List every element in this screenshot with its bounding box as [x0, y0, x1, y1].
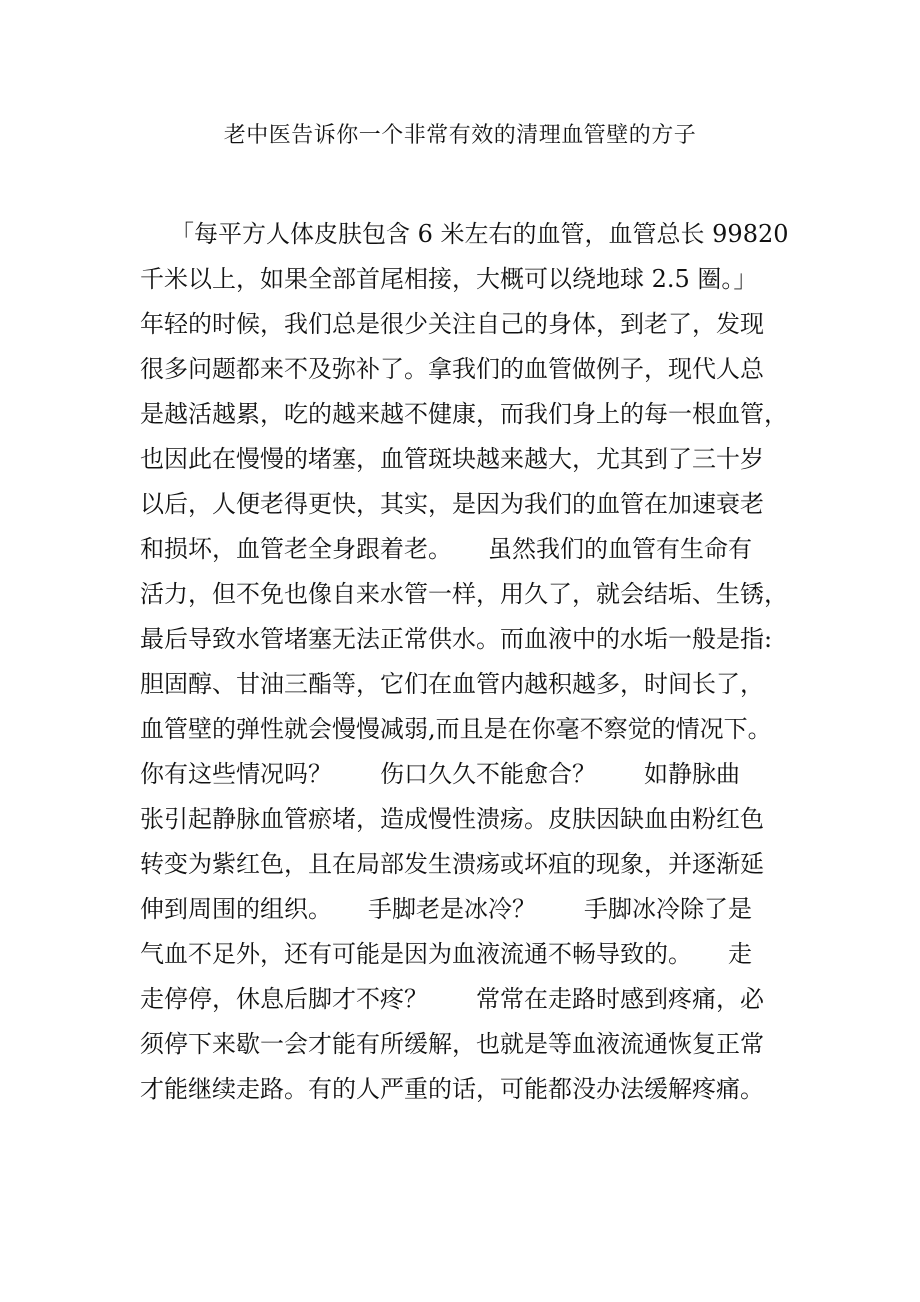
- paragraph-line: 「每平方人体皮肤包含 6 米左右的血管，血管总长 99820: [170, 220, 789, 248]
- paragraph-line: 很多问题都来不及弥补了。拿我们的血管做例子，现代人总: [140, 355, 764, 383]
- paragraph-line: 血管壁的弹性就会慢慢减弱,而且是在你毫不察觉的情况下。: [140, 715, 772, 743]
- paragraph-line: 千米以上，如果全部首尾相接，大概可以绕地球 2.5 圈。」: [140, 265, 758, 293]
- paragraph-line: 是越活越累，吃的越来越不健康，而我们身上的每一根血管，: [140, 400, 788, 428]
- document-title: 老中医告诉你一个非常有效的清理血管壁的方子: [223, 123, 697, 148]
- paragraph-line: 气血不足外，还有可能是因为血液流通不畅导致的。 走: [140, 940, 752, 968]
- paragraph-line: 伸到周围的组织。 手脚老是冰冷？ 手脚冰冷除了是: [140, 895, 752, 923]
- paragraph-line: 也因此在慢慢的堵塞，血管斑块越来越大，尤其到了三十岁: [140, 445, 764, 473]
- paragraph-line: 和损坏，血管老全身跟着老。 虽然我们的血管有生命有: [140, 535, 752, 563]
- paragraph-line: 活力，但不免也像自来水管一样，用久了，就会结垢、生锈，: [140, 580, 788, 608]
- document-body: [140, 212, 800, 1112]
- paragraph-line: 张引起静脉血管瘀堵，造成慢性溃疡。皮肤因缺血由粉红色: [140, 805, 764, 833]
- paragraph-line: 胆固醇、甘油三酯等，它们在血管内越积越多，时间长了，: [140, 670, 764, 698]
- paragraph-line: 年轻的时候，我们总是很少关注自己的身体，到老了，发现: [140, 310, 764, 338]
- paragraph-line: 最后导致水管堵塞无法正常供水。而血液中的水垢一般是指:: [140, 625, 773, 653]
- paragraph-line: 才能继续走路。有的人严重的话，可能都没办法缓解疼痛。: [140, 1075, 764, 1103]
- paragraph-line: 走停停，休息后脚才不疼？ 常常在走路时感到疼痛，必: [140, 985, 764, 1013]
- paragraph-line: 须停下来歇一会才能有所缓解，也就是等血液流通恢复正常: [140, 1030, 764, 1058]
- paragraph-line: 转变为紫红色，且在局部发生溃疡或坏疽的现象，并逐渐延: [140, 850, 764, 878]
- paragraph-line: 以后，人便老得更快，其实，是因为我们的血管在加速衰老: [140, 490, 764, 518]
- paragraph-line: 你有这些情况吗？ 伤口久久不能愈合？ 如静脉曲: [140, 760, 740, 788]
